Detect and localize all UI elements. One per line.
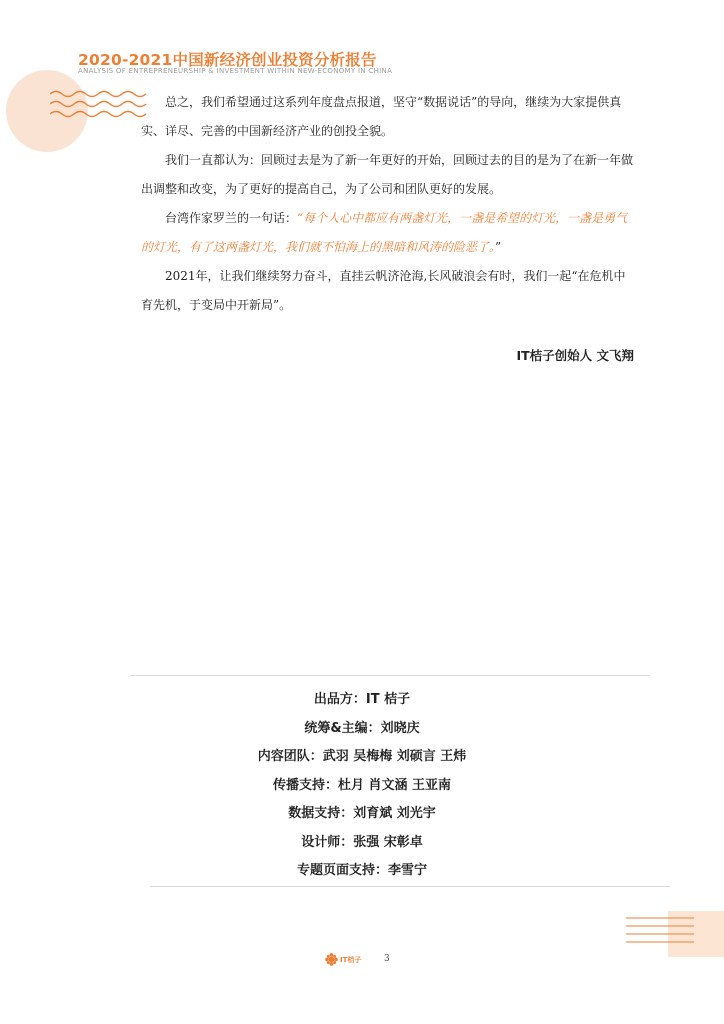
credit-promotion: 传播支持：杜月 肖文涵 王亚南 <box>272 777 452 793</box>
divider-bottom <box>150 886 670 887</box>
paragraph-2: 我们一直都认为：回顾过去是为了新一年更好的开始，回顾过去的目的是为了在新一年做出调整和改变，为了更好的提高自己，为了公司和团队更好的发展。 <box>141 153 634 196</box>
itjuzi-logo <box>325 953 361 966</box>
logo-text: IT桔子 <box>340 955 362 964</box>
credit-page-support: 专题页面支持：李雪宁 <box>296 863 427 878</box>
paragraph-3 <box>141 204 637 262</box>
paragraph-4: 2021年，让我们继续努力奋斗，直挂云帆济沧海,长风破浪会有时，我们一起“在危机中育先机，于变局中开新局”。 <box>141 269 626 312</box>
report-title: 2020-2021中国新经济创业投资分析报告 <box>78 51 377 69</box>
quote-text: “每个人心中都应有两盏灯光，一盏是希望的灯光，一盏是勇气的灯光，有了这两盏灯光，我们就不怕海上的黑暗和风涛的险恶了。 <box>141 211 628 254</box>
credits-block <box>0 686 724 886</box>
quote-close: ” <box>495 240 502 254</box>
credit-data-support: 数据支持：刘育斌 刘光宇 <box>288 806 436 821</box>
credit-designer: 设计师：张强 宋彰卓 <box>301 834 423 850</box>
credit-producer: 出品方：IT 桔子 <box>313 692 411 707</box>
signature: IT桔子创始人 文飞翔 <box>516 348 634 363</box>
credit-editor: 统筹&主编：刘晓庆 <box>304 720 420 736</box>
report-subtitle: ANALYSIS OF ENTREPRENEURSHIP & INVESTMENT WITHIN NEW-ECONOMY IN CHINA <box>78 67 393 75</box>
body-text <box>141 88 637 320</box>
orange-logo-icon <box>325 953 338 966</box>
quote-intro: 台湾作家罗兰的一句话： <box>165 211 298 225</box>
credit-content-team: 内容团队：武羽 吴梅梅 刘硕言 王炜 <box>257 749 467 764</box>
paragraph-1: 总之，我们希望通过这系列年度盘点报道，坚守“数据说话”的导向，继续为大家提供真实、详尽、完善的中国新经济产业的创投全貌。 <box>141 95 622 138</box>
page-number: 3 <box>384 954 390 964</box>
decorative-waves <box>50 88 150 128</box>
divider-top <box>130 675 650 676</box>
decorative-lines <box>626 916 694 946</box>
